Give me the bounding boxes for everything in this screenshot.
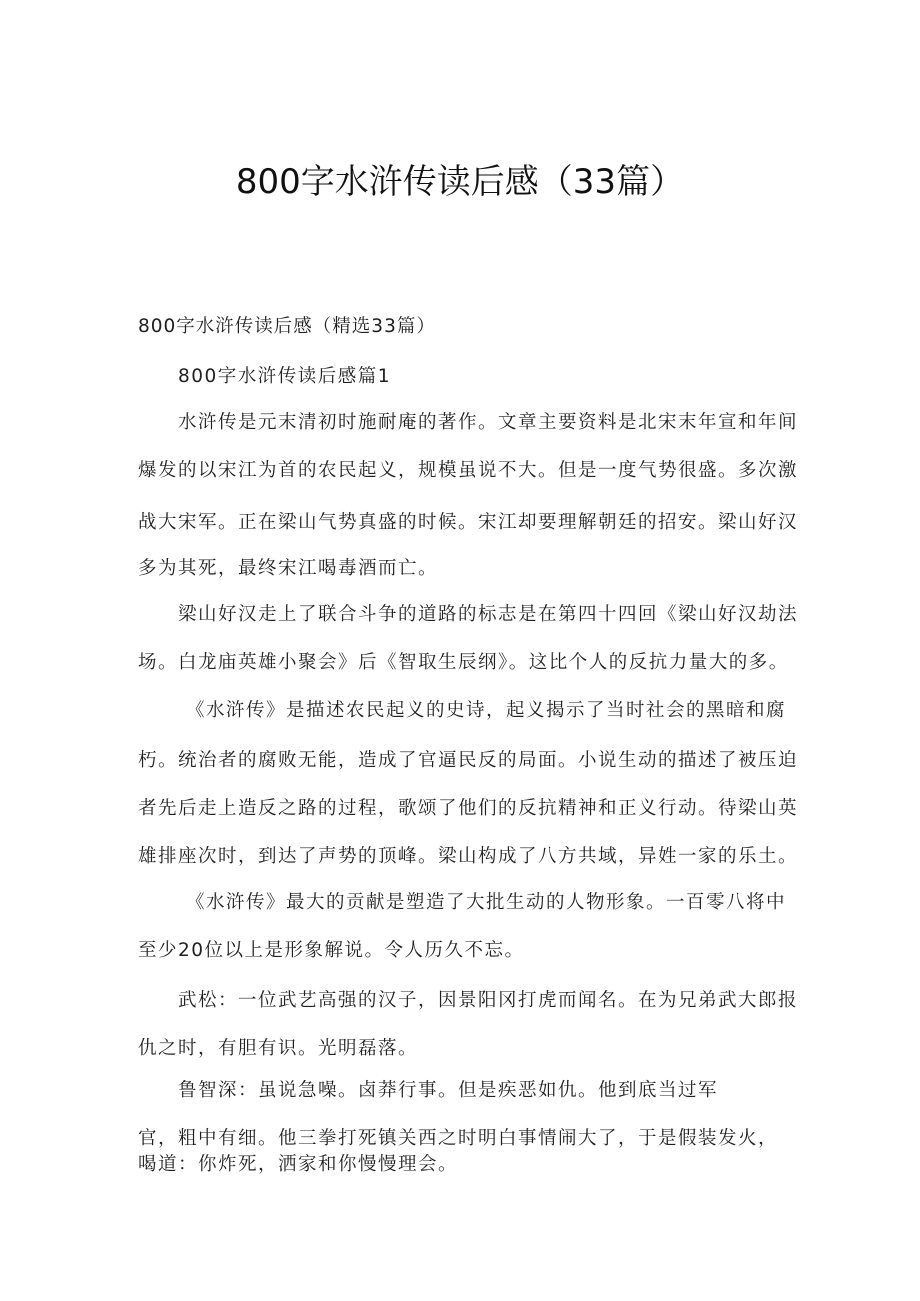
text-line: 鲁智深：虽说急噪。卤莽行事。但是疾恶如仇。他到底当过军 — [178, 1080, 719, 1101]
text-line: 《水浒传》最大的贡献是塑造了大批生动的人物形象。一百零八将中 — [186, 892, 787, 913]
text-line: 朽。统治者的腐败无能，造成了官逼民反的局面。小说生动的描述了被压迫 — [138, 750, 799, 771]
text-line: 《水浒传》是描述农民起义的史诗，起义揭示了当时社会的黑暗和腐 — [186, 700, 787, 721]
text-line: 场。白龙庙英雄小聚会》后《智取生辰纲》。这比个人的反抗力量大的多。 — [138, 652, 789, 673]
text-line: 雄排座次时，到达了声势的顶峰。梁山构成了八方共域，异姓一家的乐土。 — [138, 846, 799, 867]
text-line: 梁山好汉走上了联合斗争的道路的标志是在第四十四回《梁山好汉劫法 — [178, 604, 799, 625]
text-line: 者先后走上造反之路的过程，歌颂了他们的反抗精神和正义行动。待梁山英 — [138, 798, 799, 819]
text-line: 多为其死，最终宋江喝毒酒而亡。 — [138, 558, 439, 579]
text-line: 战大宋军。正在梁山气势真盛的时候。宋江却要理解朝廷的招安。梁山好汉 — [138, 512, 799, 533]
section-heading: 800字水浒传读后感篇1 — [178, 366, 392, 387]
text-line: 仇之时，有胆有识。光明磊落。 — [138, 1038, 419, 1059]
text-line: 至少20位以上是形象解说。令人历久不忘。 — [138, 940, 525, 961]
text-line: 爆发的以宋江为首的农民起义，规模虽说不大。但是一度气势很盛。多次激 — [138, 460, 799, 481]
document-title: 800字水浒传读后感（33篇） — [235, 162, 685, 202]
document-subtitle: 800字水浒传读后感（精选33篇） — [138, 316, 436, 337]
text-line: 喝道：你炸死，洒家和你慢慢理会。 — [138, 1154, 459, 1175]
text-line: 武松：一位武艺高强的汉子，因景阳冈打虎而闻名。在为兄弟武大郎报 — [178, 990, 799, 1011]
text-line: 水浒传是元末清初时施耐庵的著作。文章主要资料是北宋末年宣和年间 — [178, 412, 799, 433]
text-line: 官，粗中有细。他三拳打死镇关西之时明白事情闹大了，于是假装发火， — [138, 1128, 779, 1149]
